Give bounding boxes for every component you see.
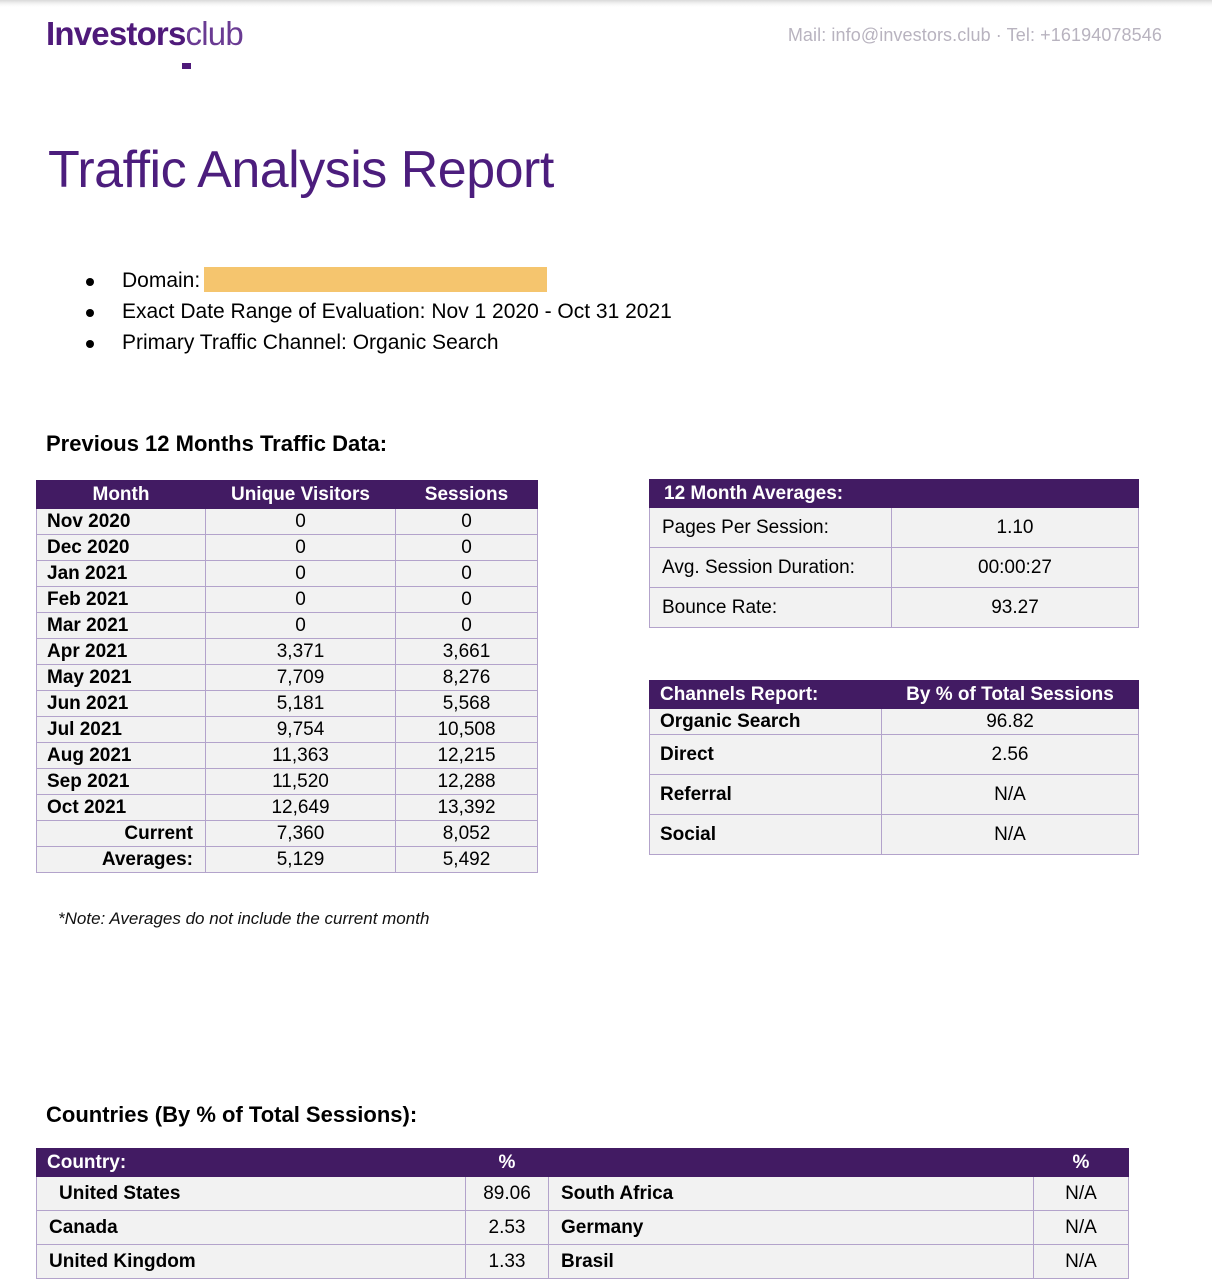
table-row bbox=[37, 769, 538, 795]
cell-country-pct-left: 1.33 bbox=[466, 1245, 549, 1279]
domain-value-redaction bbox=[204, 267, 547, 292]
table-row bbox=[37, 1177, 1129, 1211]
cell-country-left: United Kingdom bbox=[37, 1245, 466, 1279]
table-header-row bbox=[37, 481, 538, 509]
table-row bbox=[37, 717, 538, 743]
cell-unique-visitors: 11,363 bbox=[206, 743, 396, 769]
cell-month: Oct 2021 bbox=[37, 795, 206, 821]
cell-metric-value: 00:00:27 bbox=[892, 548, 1139, 588]
table-header-row bbox=[650, 480, 1139, 508]
twelve-month-averages-table bbox=[649, 479, 1139, 628]
meta-item-date-range: Exact Date Range of Evaluation: Nov 1 2020 - Oct 31 2021 bbox=[80, 296, 980, 327]
cell-month: Sep 2021 bbox=[37, 769, 206, 795]
cell-metric-value: 1.10 bbox=[892, 508, 1139, 548]
cell-month: Apr 2021 bbox=[37, 639, 206, 665]
cell-country-right: Brasil bbox=[549, 1245, 1034, 1279]
column-header-channels-label: Channels Report: bbox=[650, 681, 882, 709]
cell-country-pct-left: 89.06 bbox=[466, 1177, 549, 1211]
cell-country-pct-right: N/A bbox=[1034, 1211, 1129, 1245]
cell-channel-pct: N/A bbox=[882, 815, 1139, 855]
countries-section-heading: Countries (By % of Total Sessions): bbox=[46, 1102, 418, 1127]
cell-country-left: United States bbox=[37, 1177, 466, 1211]
column-header-country: Country: bbox=[37, 1149, 466, 1177]
table-row bbox=[37, 795, 538, 821]
table-row bbox=[650, 508, 1139, 548]
cell-channel-name: Organic Search bbox=[650, 709, 882, 735]
table-row bbox=[37, 691, 538, 717]
cell-channel-name: Direct bbox=[650, 735, 882, 775]
cell-metric-label: Pages Per Session: bbox=[650, 508, 892, 548]
table-row-averages bbox=[37, 847, 538, 873]
page-title: Traffic Analysis Report bbox=[48, 141, 554, 199]
cell-sessions: 5,568 bbox=[396, 691, 538, 717]
table-row bbox=[650, 775, 1139, 815]
cell-unique-visitors: 0 bbox=[206, 587, 396, 613]
cell-current-sessions: 8,052 bbox=[396, 821, 538, 847]
cell-sessions: 10,508 bbox=[396, 717, 538, 743]
cell-unique-visitors: 11,520 bbox=[206, 769, 396, 795]
table-row bbox=[650, 588, 1139, 628]
cell-country-right: South Africa bbox=[549, 1177, 1034, 1211]
cell-unique-visitors: 7,709 bbox=[206, 665, 396, 691]
logo-text-light: club bbox=[185, 15, 243, 52]
cell-month: May 2021 bbox=[37, 665, 206, 691]
column-header-averages-blank bbox=[892, 480, 1139, 508]
cell-sessions: 0 bbox=[396, 587, 538, 613]
cell-country-left: Canada bbox=[37, 1211, 466, 1245]
cell-unique-visitors: 12,649 bbox=[206, 795, 396, 821]
table-row bbox=[650, 709, 1139, 735]
cell-sessions: 12,288 bbox=[396, 769, 538, 795]
traffic-section-heading: Previous 12 Months Traffic Data: bbox=[46, 431, 388, 456]
cell-averages-unique-visitors: 5,129 bbox=[206, 847, 396, 873]
column-header-averages-label: 12 Month Averages: bbox=[650, 480, 892, 508]
table-row-current bbox=[37, 821, 538, 847]
cell-sessions: 0 bbox=[396, 535, 538, 561]
table-row bbox=[37, 535, 538, 561]
table-row bbox=[650, 548, 1139, 588]
cell-averages-label: Averages: bbox=[37, 847, 206, 873]
cell-averages-sessions: 5,492 bbox=[396, 847, 538, 873]
column-header-country-blank bbox=[549, 1149, 1034, 1177]
cell-metric-label: Bounce Rate: bbox=[650, 588, 892, 628]
report-meta-list bbox=[80, 265, 980, 358]
logo-underscore-mark bbox=[182, 63, 191, 69]
table-row bbox=[37, 587, 538, 613]
cell-channel-pct: 96.82 bbox=[882, 709, 1139, 735]
table-row bbox=[650, 735, 1139, 775]
contact-info: Mail: info@investors.club · Tel: +16194078546 bbox=[787, 25, 1162, 45]
cell-unique-visitors: 0 bbox=[206, 613, 396, 639]
table-row bbox=[37, 613, 538, 639]
meta-item-primary-channel: Primary Traffic Channel: Organic Search bbox=[80, 327, 980, 358]
table-row bbox=[37, 665, 538, 691]
cell-unique-visitors: 0 bbox=[206, 561, 396, 587]
domain-label: Domain: bbox=[122, 269, 201, 292]
table-header-row bbox=[650, 681, 1139, 709]
cell-channel-pct: N/A bbox=[882, 775, 1139, 815]
cell-sessions: 13,392 bbox=[396, 795, 538, 821]
cell-metric-value: 93.27 bbox=[892, 588, 1139, 628]
cell-country-pct-right: N/A bbox=[1034, 1177, 1129, 1211]
table-row bbox=[37, 561, 538, 587]
cell-channel-pct: 2.56 bbox=[882, 735, 1139, 775]
cell-month: Jun 2021 bbox=[37, 691, 206, 717]
table-row bbox=[650, 815, 1139, 855]
cell-month: Nov 2020 bbox=[37, 509, 206, 535]
cell-sessions: 12,215 bbox=[396, 743, 538, 769]
cell-unique-visitors: 9,754 bbox=[206, 717, 396, 743]
cell-unique-visitors: 5,181 bbox=[206, 691, 396, 717]
cell-country-right: Germany bbox=[549, 1211, 1034, 1245]
column-header-channels-pct: By % of Total Sessions bbox=[882, 681, 1139, 709]
table-row bbox=[37, 1211, 1129, 1245]
cell-sessions: 8,276 bbox=[396, 665, 538, 691]
cell-sessions: 0 bbox=[396, 561, 538, 587]
cell-month: Jan 2021 bbox=[37, 561, 206, 587]
cell-channel-name: Referral bbox=[650, 775, 882, 815]
channels-report-table bbox=[649, 680, 1139, 855]
site-header bbox=[0, 0, 1212, 80]
monthly-traffic-table bbox=[36, 480, 538, 873]
table-row bbox=[37, 1245, 1129, 1279]
averages-footnote: *Note: Averages do not include the current month bbox=[58, 909, 430, 928]
cell-month: Aug 2021 bbox=[37, 743, 206, 769]
cell-month: Jul 2021 bbox=[37, 717, 206, 743]
cell-country-pct-left: 2.53 bbox=[466, 1211, 549, 1245]
cell-country-pct-right: N/A bbox=[1034, 1245, 1129, 1279]
cell-current-unique-visitors: 7,360 bbox=[206, 821, 396, 847]
table-header-row bbox=[37, 1149, 1129, 1177]
meta-item-domain bbox=[80, 265, 980, 296]
logo-text-bold: Investors bbox=[46, 15, 186, 52]
cell-current-label: Current bbox=[37, 821, 206, 847]
investorsclub-logo[interactable] bbox=[46, 17, 243, 50]
cell-month: Feb 2021 bbox=[37, 587, 206, 613]
cell-unique-visitors: 3,371 bbox=[206, 639, 396, 665]
countries-table bbox=[36, 1148, 1129, 1279]
cell-month: Dec 2020 bbox=[37, 535, 206, 561]
column-header-pct-right: % bbox=[1034, 1149, 1129, 1177]
cell-metric-label: Avg. Session Duration: bbox=[650, 548, 892, 588]
cell-unique-visitors: 0 bbox=[206, 509, 396, 535]
column-header-pct-left: % bbox=[466, 1149, 549, 1177]
table-row bbox=[37, 639, 538, 665]
column-header-sessions: Sessions bbox=[396, 481, 538, 509]
table-row bbox=[37, 743, 538, 769]
cell-channel-name: Social bbox=[650, 815, 882, 855]
table-row bbox=[37, 509, 538, 535]
cell-sessions: 0 bbox=[396, 613, 538, 639]
cell-month: Mar 2021 bbox=[37, 613, 206, 639]
column-header-month: Month bbox=[37, 481, 206, 509]
cell-unique-visitors: 0 bbox=[206, 535, 396, 561]
cell-sessions: 0 bbox=[396, 509, 538, 535]
cell-sessions: 3,661 bbox=[396, 639, 538, 665]
column-header-unique-visitors: Unique Visitors bbox=[206, 481, 396, 509]
